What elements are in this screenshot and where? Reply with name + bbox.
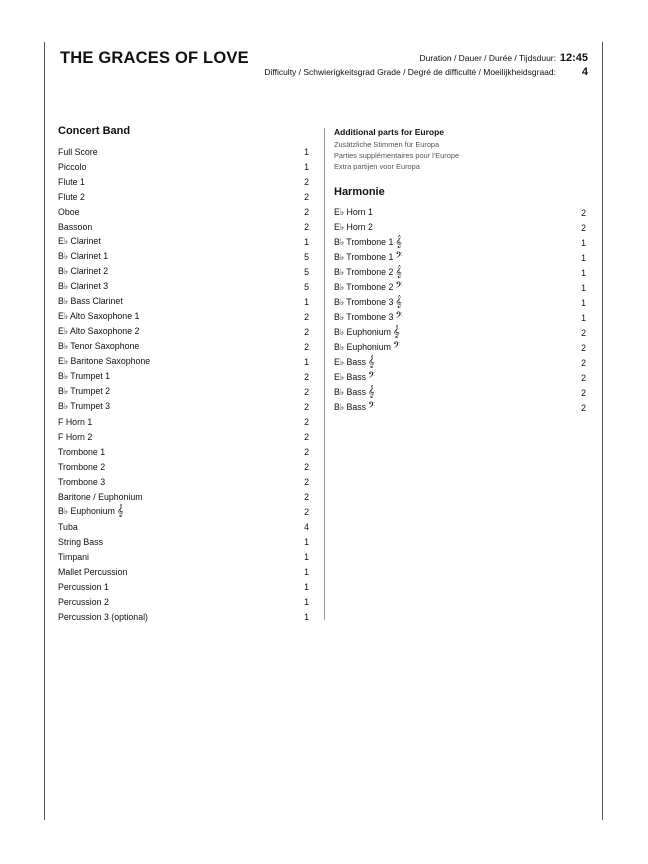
part-row (58, 579, 309, 594)
part-quantity: 1 (304, 551, 309, 562)
part-quantity: 1 (304, 596, 309, 607)
part-name (58, 506, 123, 517)
part-name (58, 522, 78, 532)
part-name (58, 537, 103, 547)
part-quantity: 2 (581, 402, 586, 413)
part-row (58, 354, 309, 369)
part-row (58, 309, 309, 324)
part-row (334, 310, 586, 325)
part-name-text: Oboe (58, 206, 80, 217)
part-quantity: 2 (304, 416, 309, 427)
part-quantity: 2 (581, 207, 586, 218)
part-name-text: F Horn 1 (58, 416, 93, 427)
part-name (334, 237, 402, 248)
part-row (334, 220, 586, 235)
part-name (58, 462, 105, 472)
part-row (58, 414, 309, 429)
treble-clef-icon: 𝄞 (368, 356, 375, 368)
part-quantity: 2 (304, 461, 309, 472)
part-quantity: 1 (581, 297, 586, 308)
part-name (58, 492, 143, 502)
part-name (58, 371, 110, 382)
part-name (334, 357, 375, 368)
part-quantity: 2 (304, 221, 309, 232)
duration-label: Duration / Dauer / Durée / Tijdsduur: (419, 53, 556, 63)
part-name (58, 341, 139, 352)
europe-translation-fr: Parties supplémentaires pour l'Europe (334, 151, 460, 160)
part-row (58, 144, 309, 159)
bass-clef-icon: 𝄢 (395, 251, 403, 263)
part-name (334, 387, 375, 398)
part-row (334, 370, 586, 385)
part-name-text: B♭ Bass (334, 402, 367, 412)
part-row (58, 294, 309, 309)
concert-band-section (58, 125, 309, 624)
part-name (334, 402, 375, 413)
harmonie-parts-list (334, 205, 586, 415)
part-quantity: 2 (581, 357, 586, 368)
harmonie-heading: Harmonie (334, 186, 385, 198)
part-quantity: 2 (304, 311, 309, 322)
part-quantity: 2 (304, 371, 309, 382)
part-name (58, 147, 98, 157)
part-name (58, 401, 110, 412)
part-row (58, 609, 309, 624)
part-row (58, 324, 309, 339)
europe-section (334, 127, 586, 415)
part-name (58, 356, 150, 367)
part-name-text: E♭ Bass (334, 372, 367, 382)
part-name-text: Timpani (58, 551, 89, 562)
bass-clef-icon: 𝄢 (395, 311, 403, 323)
part-name (334, 312, 402, 323)
duration-value: 12:45 (559, 52, 588, 64)
part-row (58, 189, 309, 204)
part-name (58, 236, 101, 247)
part-row (58, 339, 309, 354)
part-quantity: 2 (304, 491, 309, 502)
europe-translation-nl: Extra partijen voor Europa (334, 162, 420, 171)
part-quantity: 1 (304, 161, 309, 172)
part-name (58, 281, 108, 292)
part-name-text: B♭ Trumpet 3 (58, 401, 111, 411)
part-name-text: Piccolo (58, 161, 87, 172)
part-quantity: 2 (304, 206, 309, 217)
part-name-text: B♭ Clarinet 1 (58, 251, 109, 261)
bass-clef-icon: 𝄢 (368, 371, 376, 383)
europe-heading: Additional parts for Europe (334, 127, 445, 137)
part-name-text: Full Score (58, 146, 98, 157)
page-title: THE GRACES OF LOVE (60, 49, 249, 67)
part-name (58, 582, 109, 592)
bass-clef-icon: 𝄢 (368, 401, 376, 413)
treble-clef-icon: 𝄞 (395, 296, 402, 308)
part-name-text: E♭ Bass (334, 357, 367, 367)
part-name (334, 342, 400, 353)
difficulty-label: Difficulty / Schwierigkeitsgrad Grade / Degré de difficulté / Moeilijkheidsgraad: (264, 67, 556, 77)
part-name-text: Bassoon (58, 221, 93, 232)
part-name (58, 296, 123, 307)
part-name (58, 177, 85, 187)
part-name-text: Percussion 2 (58, 596, 109, 607)
part-row (58, 174, 309, 189)
part-row (58, 204, 309, 219)
part-quantity: 5 (304, 281, 309, 292)
part-row (58, 594, 309, 609)
treble-clef-icon: 𝄞 (392, 326, 400, 338)
part-quantity: 2 (304, 446, 309, 457)
right-margin-line (602, 42, 603, 820)
part-row (58, 369, 309, 384)
part-row (334, 205, 586, 220)
part-row (58, 474, 309, 489)
part-row (334, 280, 586, 295)
part-name-text: E♭ Clarinet (58, 236, 101, 246)
difficulty-row (264, 66, 588, 78)
part-row (58, 444, 309, 459)
part-row (58, 504, 309, 519)
part-name (334, 267, 402, 278)
duration-row (419, 52, 588, 64)
part-name (58, 477, 105, 487)
part-name-text: E♭ Horn 1 (334, 207, 373, 217)
part-quantity: 2 (304, 326, 309, 337)
bass-clef-icon: 𝄢 (392, 341, 401, 353)
part-row (58, 459, 309, 474)
part-name (58, 162, 86, 172)
part-name (334, 372, 375, 383)
part-name (58, 612, 148, 622)
concert-band-heading: Concert Band (58, 125, 131, 137)
part-quantity: 2 (581, 372, 586, 383)
part-row (334, 325, 586, 340)
part-row (334, 340, 586, 355)
part-name-text: Baritone / Euphonium (58, 491, 143, 502)
part-name-text: B♭ Bass (334, 387, 367, 397)
part-name-text: Trombone 3 (58, 476, 106, 487)
part-name-text: E♭ Horn 2 (334, 222, 373, 232)
treble-clef-icon: 𝄞 (368, 386, 375, 398)
part-row (334, 235, 586, 250)
part-row (58, 399, 309, 414)
part-name-text: B♭ Tenor Saxophone (58, 341, 140, 351)
treble-clef-icon: 𝄞 (395, 236, 402, 248)
part-quantity: 2 (581, 327, 586, 338)
part-row (334, 385, 586, 400)
part-name (58, 207, 80, 217)
part-row (58, 489, 309, 504)
part-quantity: 1 (581, 282, 586, 293)
part-name-text: B♭ Trombone 3 (334, 297, 394, 307)
part-row (58, 519, 309, 534)
part-row (58, 534, 309, 549)
part-name (334, 207, 373, 218)
part-name-text: B♭ Euphonium (334, 342, 391, 352)
part-name-text: Mallet Percussion (58, 566, 128, 577)
part-row (334, 250, 586, 265)
part-name (58, 326, 139, 337)
part-quantity: 5 (304, 266, 309, 277)
part-name-text: B♭ Euphonium (58, 506, 115, 516)
part-quantity: 1 (581, 267, 586, 278)
part-row (58, 384, 309, 399)
part-quantity: 5 (304, 251, 309, 262)
part-name-text: String Bass (58, 536, 103, 547)
part-name (334, 327, 399, 338)
part-quantity: 1 (304, 536, 309, 547)
part-quantity: 2 (304, 431, 309, 442)
part-name-text: B♭ Clarinet 3 (58, 281, 109, 291)
part-quantity: 2 (581, 387, 586, 398)
part-name-text: B♭ Trombone 1 (334, 252, 394, 262)
part-name (58, 447, 105, 457)
part-name-text: F Horn 2 (58, 431, 93, 442)
part-name (334, 252, 402, 263)
part-quantity: 1 (304, 566, 309, 577)
part-name (58, 251, 108, 262)
part-name-text: Percussion 3 (optional) (58, 611, 148, 622)
part-name (58, 192, 85, 202)
part-quantity: 1 (304, 236, 309, 247)
part-quantity: 1 (304, 146, 309, 157)
part-name-text: B♭ Clarinet 2 (58, 266, 109, 276)
part-row (58, 549, 309, 564)
left-margin-line (44, 42, 45, 820)
part-name (58, 386, 110, 397)
part-name (334, 282, 402, 293)
concert-band-parts-list (58, 144, 309, 624)
part-quantity: 2 (304, 341, 309, 352)
part-quantity: 2 (304, 506, 309, 517)
part-quantity: 1 (304, 356, 309, 367)
part-name (58, 222, 92, 232)
part-quantity: 2 (304, 191, 309, 202)
part-name-text: Percussion 1 (58, 581, 109, 592)
part-name (58, 552, 89, 562)
difficulty-value: 4 (581, 66, 588, 78)
part-quantity: 2 (304, 176, 309, 187)
part-name (58, 311, 139, 322)
part-row (58, 564, 309, 579)
part-name-text: Flute 1 (58, 176, 85, 187)
part-name (334, 297, 402, 308)
part-name-text: Trombone 2 (58, 461, 106, 472)
part-name-text: B♭ Trombone 2 (334, 282, 394, 292)
part-name-text: E♭ Alto Saxophone 2 (58, 326, 140, 336)
part-name-text: Flute 2 (58, 191, 85, 202)
part-row (58, 219, 309, 234)
treble-clef-icon: 𝄞 (116, 505, 124, 517)
part-name (334, 222, 373, 233)
part-row (334, 295, 586, 310)
part-quantity: 1 (581, 237, 586, 248)
part-quantity: 2 (581, 222, 586, 233)
part-row (334, 400, 586, 415)
part-name-text: B♭ Euphonium (334, 327, 391, 337)
part-quantity: 2 (304, 386, 309, 397)
part-name-text: E♭ Baritone Saxophone (58, 356, 151, 366)
part-quantity: 1 (304, 611, 309, 622)
part-name (58, 266, 108, 277)
part-quantity: 2 (304, 401, 309, 412)
part-name-text: Trombone 1 (58, 446, 106, 457)
part-name-text: B♭ Bass Clarinet (58, 296, 123, 306)
part-row (58, 159, 309, 174)
part-row (58, 249, 309, 264)
part-row (58, 279, 309, 294)
treble-clef-icon: 𝄞 (395, 266, 402, 278)
part-name (58, 417, 92, 427)
part-name-text: B♭ Trumpet 1 (58, 371, 111, 381)
part-name-text: B♭ Trumpet 2 (58, 386, 111, 396)
europe-translation-de: Zusätzliche Stimmen für Europa (334, 140, 440, 149)
part-row (58, 234, 309, 249)
part-row (58, 264, 309, 279)
part-name (58, 567, 127, 577)
part-row (58, 429, 309, 444)
part-quantity: 1 (581, 312, 586, 323)
part-name-text: B♭ Trombone 1 (334, 237, 394, 247)
part-name (58, 432, 92, 442)
part-name (58, 597, 109, 607)
part-name-text: Tuba (58, 521, 78, 532)
part-row (334, 355, 586, 370)
bass-clef-icon: 𝄢 (395, 281, 403, 293)
part-quantity: 1 (304, 581, 309, 592)
part-quantity: 4 (304, 521, 309, 532)
part-quantity: 1 (304, 296, 309, 307)
part-quantity: 1 (581, 252, 586, 263)
part-quantity: 2 (304, 476, 309, 487)
column-divider (324, 128, 325, 620)
part-name-text: E♭ Alto Saxophone 1 (58, 311, 140, 321)
part-name-text: B♭ Trombone 2 (334, 267, 394, 277)
part-row (334, 265, 586, 280)
part-name-text: B♭ Trombone 3 (334, 312, 394, 322)
part-quantity: 2 (581, 342, 586, 353)
